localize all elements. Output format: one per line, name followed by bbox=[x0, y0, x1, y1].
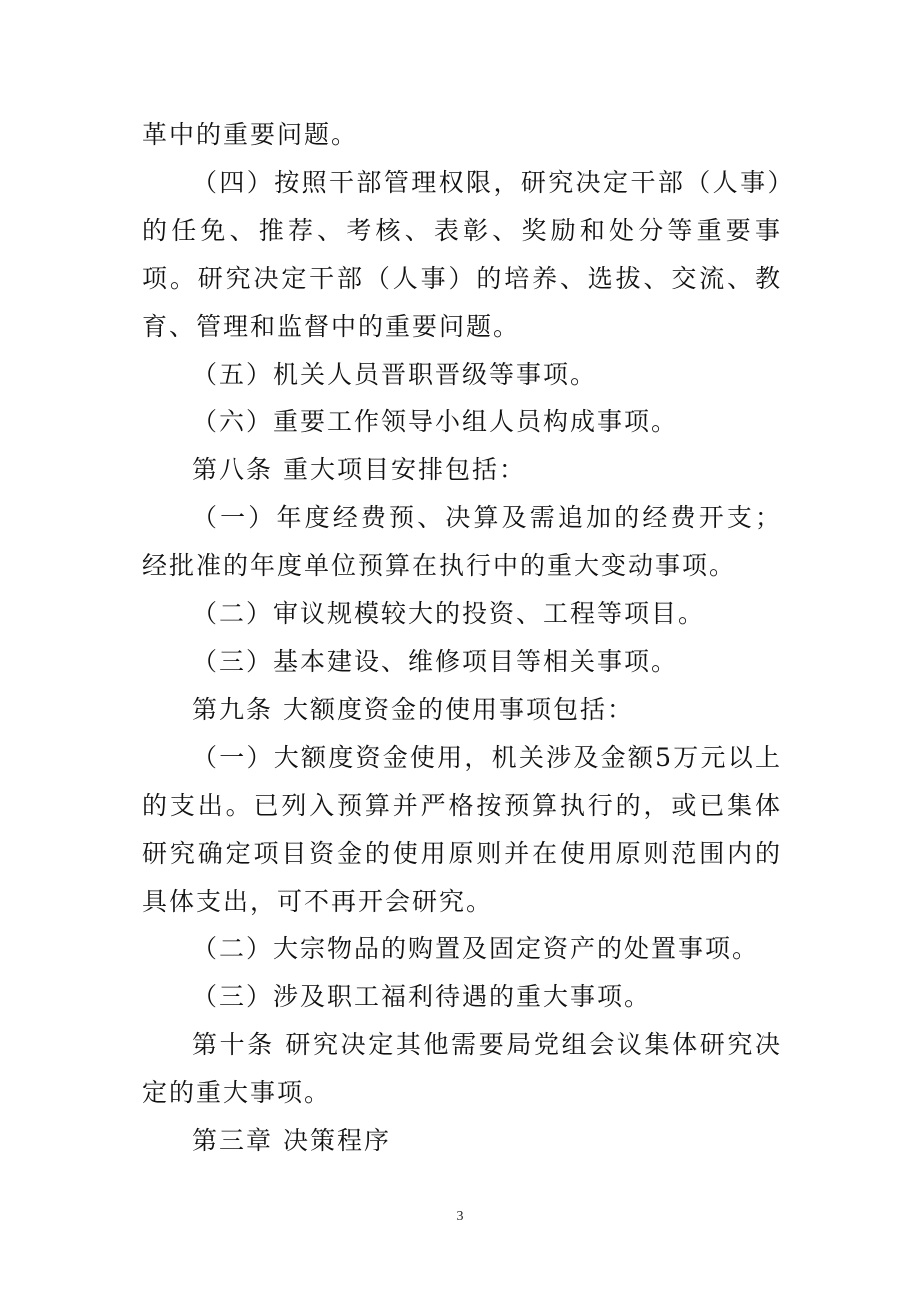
article-8-item-2: （二）审议规模较大的投资、工程等项目。 bbox=[192, 599, 706, 629]
paragraph-item-4: （四）按照干部管理权限，研究决定干部（人事）的任免、推荐、考核、表彰、奖励和处分等重要事项。研究决定干部（人事）的培养、选拔、交流、教育、管理和监督中的重要问题。 bbox=[142, 167, 782, 341]
article-10: 第十条 研究决定其他需要局党组会议集体研究决定的重大事项。 bbox=[142, 1030, 782, 1108]
chapter-3-heading: 第三章 决策程序 bbox=[192, 1126, 391, 1156]
article-8-item-3: （三）基本建设、维修项目等相关事项。 bbox=[192, 646, 679, 676]
article-9-item-2: （二）大宗物品的购置及固定资产的处置事项。 bbox=[192, 934, 760, 964]
paragraph-item-6: （六）重要工作领导小组人员构成事项。 bbox=[192, 407, 679, 437]
article-9-item-1: （一）大额度资金使用，机关涉及金额5万元以上的支出。已列入预算并严格按预算执行的，或已集体研究确定项目资金的使用原则并在使用原则范围内的具体支出，可不再开会研究。 bbox=[142, 742, 782, 916]
article-9-heading: 第九条 大额度资金的使用事项包括： bbox=[192, 694, 634, 724]
article-8-heading: 第八条 重大项目安排包括： bbox=[192, 455, 526, 485]
article-8-item-1: （一）年度经费预、决算及需追加的经费开支；经批准的年度单位预算在执行中的重大变动事项。 bbox=[142, 503, 782, 581]
paragraph-item-5: （五）机关人员晋职晋级等事项。 bbox=[192, 359, 598, 389]
document-body bbox=[142, 111, 782, 1165]
page-number: 3 bbox=[456, 1209, 464, 1224]
article-9-item-3: （三）涉及职工福利待遇的重大事项。 bbox=[192, 982, 652, 1012]
paragraph-continuation: 革中的重要问题。 bbox=[142, 120, 359, 149]
